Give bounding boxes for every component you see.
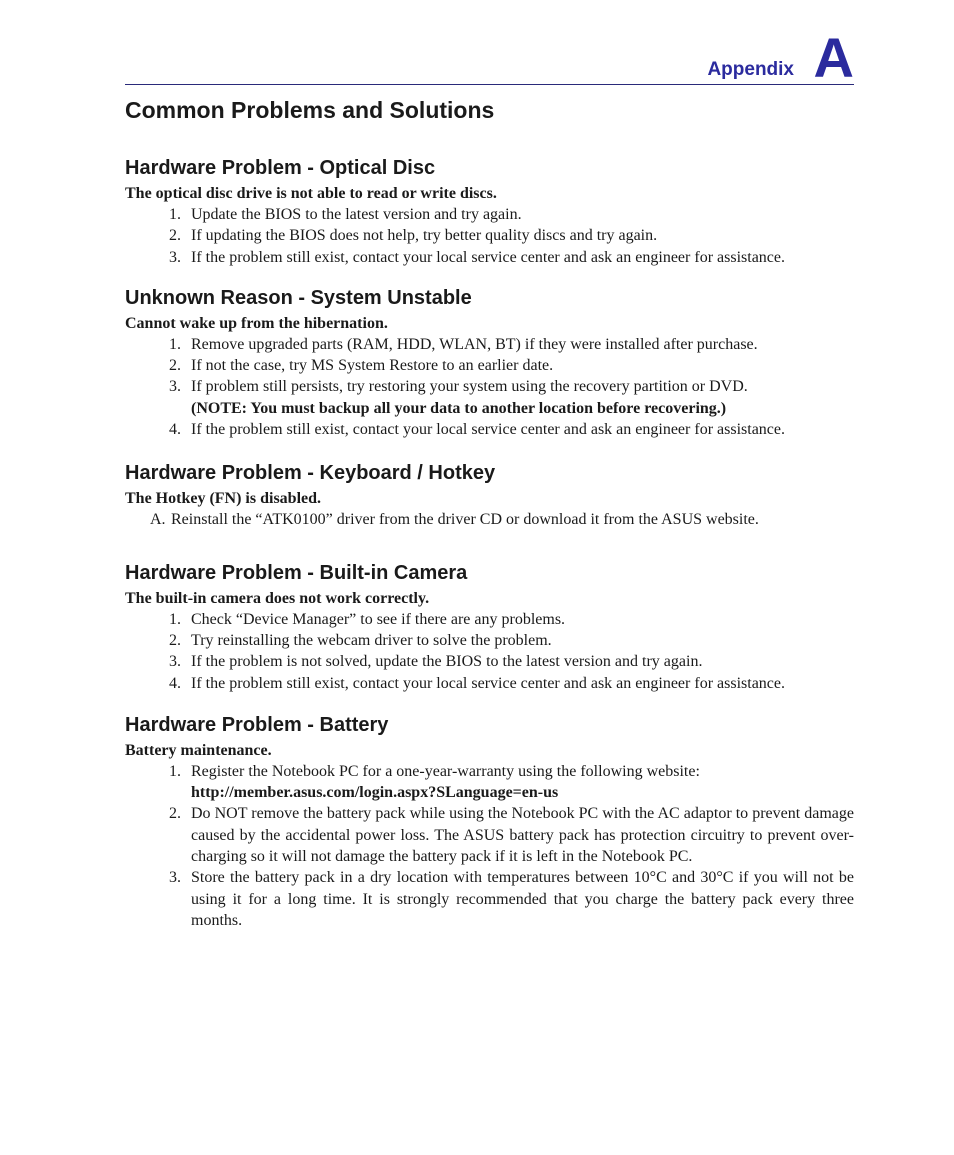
solution-steps — [125, 609, 854, 694]
step-text: If the problem still exist, contact your local service center and ask an engineer for assistance. — [191, 248, 785, 266]
step-number: 3. — [169, 869, 181, 887]
solution-steps — [125, 334, 854, 440]
list-item — [125, 247, 854, 268]
step-number: 3. — [169, 378, 181, 396]
list-item — [125, 803, 854, 867]
problem-statement: The built-in camera does not work correctly. — [125, 589, 430, 607]
problem-statement: Cannot wake up from the hibernation. — [125, 314, 388, 332]
solution-steps — [125, 509, 854, 530]
problem-statement: The Hotkey (FN) is disabled. — [125, 490, 322, 508]
section-battery — [125, 713, 854, 931]
section-system-unstable — [125, 286, 854, 440]
step-number: 2. — [169, 227, 181, 245]
solution-steps — [125, 761, 854, 931]
backup-note: (NOTE: You must backup all your data to another location before recovering.) — [191, 399, 727, 417]
list-item — [125, 673, 854, 694]
step-text: If not the case, try MS System Restore to an earlier date. — [191, 357, 554, 375]
warranty-url: http://member.asus.com/login.aspx?SLanguage=en-us — [191, 784, 559, 802]
list-item — [125, 376, 854, 419]
section-title: Hardware Problem - Optical Disc — [125, 157, 436, 179]
step-text: Update the BIOS to the latest version and try again. — [191, 206, 522, 223]
step-number: 1. — [169, 762, 181, 780]
problem-statement: The optical disc drive is not able to read or write discs. — [125, 185, 497, 202]
step-number: 4. — [169, 421, 181, 439]
step-number: 3. — [169, 653, 181, 671]
section-optical-disc — [125, 156, 854, 268]
page-header — [125, 26, 854, 89]
step-text: Store the battery pack in a dry location with temperatures between 10°C and 30°C if you will not be using it for a long time. It is strongly recommended that you charge the battery pack every three months. — [191, 869, 854, 929]
step-text: If the problem is not solved, update the BIOS to the latest version and try again. — [191, 653, 703, 671]
section-title: Unknown Reason - System Unstable — [125, 286, 472, 309]
section-title: Hardware Problem - Battery — [125, 713, 389, 736]
step-text: Check “Device Manager” to see if there are any problems. — [191, 610, 566, 628]
section-title: Hardware Problem - Keyboard / Hotkey — [125, 462, 496, 485]
step-text: Remove upgraded parts (RAM, HDD, WLAN, BT) if they were installed after purchase. — [191, 335, 758, 353]
step-text: If the problem still exist, contact your local service center and ask an engineer for assistance. — [191, 674, 785, 692]
step-number: 3. — [169, 248, 181, 266]
list-item — [125, 204, 854, 225]
section-keyboard-hotkey — [125, 461, 854, 530]
list-item — [125, 867, 854, 931]
step-number: 4. — [169, 674, 181, 692]
step-text: If the problem still exist, contact your local service center and ask an engineer for assistance. — [191, 421, 785, 439]
step-text: Do NOT remove the battery pack while using the Notebook PC with the AC adaptor to prevent damage caused by the accidental power loss. The ASUS battery pack has protection circuitry to prevent over-charging so it will not damage the battery pack if it is left in the Notebook PC. — [191, 805, 854, 866]
step-number: 2. — [169, 631, 181, 649]
page-title: Common Problems and Solutions — [125, 97, 495, 123]
list-item — [125, 651, 854, 672]
list-item — [125, 419, 854, 440]
problem-statement: Battery maintenance. — [125, 741, 272, 759]
list-item — [125, 609, 854, 630]
list-item — [125, 761, 854, 804]
appendix-label: Appendix — [707, 59, 794, 80]
step-text: If updating the BIOS does not help, try better quality discs and try again. — [191, 227, 658, 245]
list-item — [125, 225, 854, 246]
step-number: 2. — [169, 805, 181, 823]
section-built-in-camera — [125, 561, 854, 694]
step-number: 1. — [169, 206, 181, 223]
list-item — [125, 509, 854, 530]
step-number: 1. — [169, 610, 181, 628]
step-number: 2. — [169, 357, 181, 375]
section-title: Hardware Problem - Built-in Camera — [125, 561, 468, 584]
step-text: Try reinstalling the webcam driver to solve the problem. — [191, 631, 552, 649]
step-number: 1. — [169, 335, 181, 353]
list-item — [125, 355, 854, 376]
solution-steps — [125, 204, 854, 268]
step-text: If problem still persists, try restoring your system using the recovery partition or DVD. — [191, 378, 748, 396]
step-number: A. — [150, 511, 166, 529]
step-text: Register the Notebook PC for a one-year-warranty using the following website: — [191, 762, 700, 780]
list-item — [125, 630, 854, 651]
step-text: Reinstall the “ATK0100” driver from the driver CD or download it from the ASUS website. — [171, 511, 759, 529]
page-content — [125, 96, 854, 931]
list-item — [125, 334, 854, 355]
appendix-letter: A — [813, 26, 854, 89]
